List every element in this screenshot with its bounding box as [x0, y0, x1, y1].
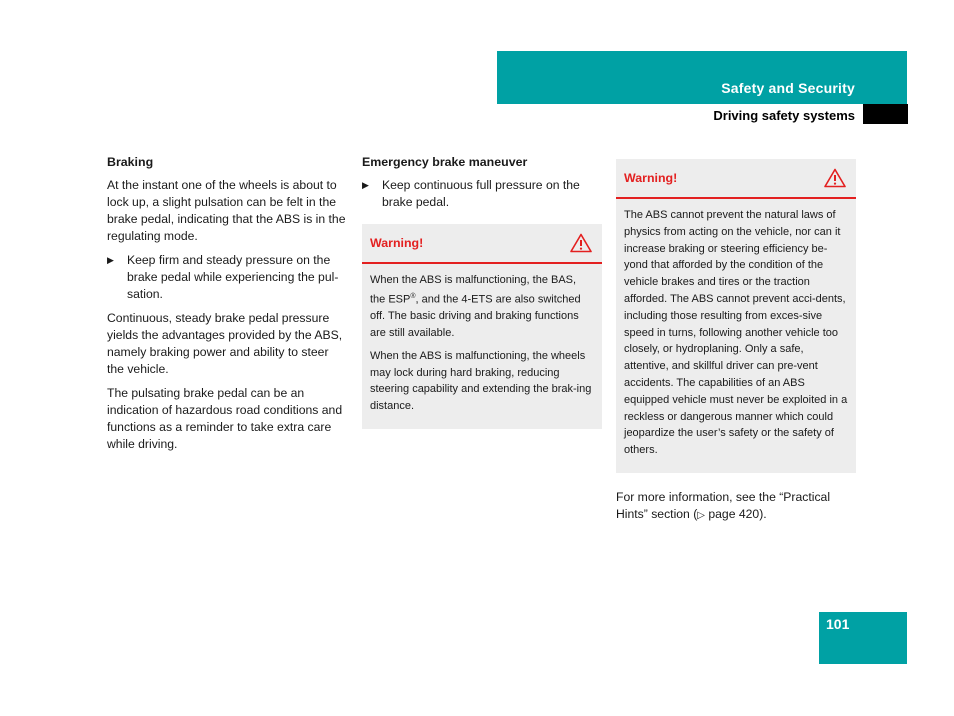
- warning-box: [362, 224, 602, 429]
- warning-body: [362, 264, 602, 415]
- paragraph: Continuous, steady brake pedal pressure yields the advantages provided by the ABS, namely braking power and ability to steer the vehicle.: [107, 311, 343, 376]
- bullet-triangle-icon: ▶: [362, 180, 369, 190]
- column-emergency-brake: [362, 154, 602, 429]
- warning-label: Warning!: [624, 170, 678, 185]
- page-number: 101: [826, 616, 850, 632]
- column-braking: [107, 154, 347, 460]
- warning-paragraph: When the ABS is malfunctioning, the wheels may lock during hard braking, reducing steering capability and extending the brak-ing distance.: [370, 349, 592, 413]
- heading-emergency-brake: Emergency brake maneuver: [362, 155, 528, 169]
- heading-braking: Braking: [107, 155, 154, 169]
- thumb-tab: [863, 104, 908, 124]
- page-ref-arrow-icon: ▷: [697, 509, 705, 521]
- warning-header: [616, 159, 856, 199]
- warning-paragraph: When the ABS is malfunctioning, the BAS, the ESP®, and the 4-ETS are also switched off. The basic driving and braking functions are still available.: [370, 274, 581, 340]
- header-band: [497, 51, 907, 104]
- warning-body: [616, 199, 856, 459]
- paragraph: At the instant one of the wheels is about to lock up, a slight pulsation can be felt in the brake pedal, indicating that the ABS is in the regulating mode.: [107, 178, 346, 243]
- warning-triangle-icon: [824, 168, 846, 188]
- bullet-item: ▶ Keep firm and steady pressure on the brake pedal while experiencing the pul-sation.: [107, 253, 339, 301]
- section-title: Safety and Security: [721, 80, 855, 96]
- warning-label: Warning!: [370, 235, 424, 250]
- warning-box: [616, 159, 856, 473]
- more-info-paragraph: For more information, see the “Practical Hints” section (▷ page 420).: [616, 489, 831, 521]
- bullet-item: ▶ Keep continuous full pressure on the brake pedal.: [362, 178, 580, 209]
- warning-header: [362, 224, 602, 264]
- subsection-title: Driving safety systems: [713, 108, 855, 123]
- paragraph: The pulsating brake pedal can be an indication of hazardous road conditions and functions as a reminder to take extra care while driving.: [107, 386, 343, 451]
- warning-paragraph: The ABS cannot prevent the natural laws of physics from acting on the vehicle, nor can it increase braking or steering efficiency be-yond that afforded by the condition of the vehicle brakes and tires or the traction afforded. The ABS cannot prevent acci-dents, including those resulting from exces-sive speed in turns, following another vehicle too closely, or hydroplaning. Only a safe, attentive, and skillful driver can pre-vent accidents. The capabilities of an ABS equipped vehicle must never be exploited in a reckless or dangerous manner which could jeopardize the user’s safety or the safety of others.: [624, 209, 848, 457]
- warning-triangle-icon: [570, 233, 592, 253]
- bullet-triangle-icon: ▶: [107, 255, 114, 265]
- column-warning-physics: [616, 159, 856, 531]
